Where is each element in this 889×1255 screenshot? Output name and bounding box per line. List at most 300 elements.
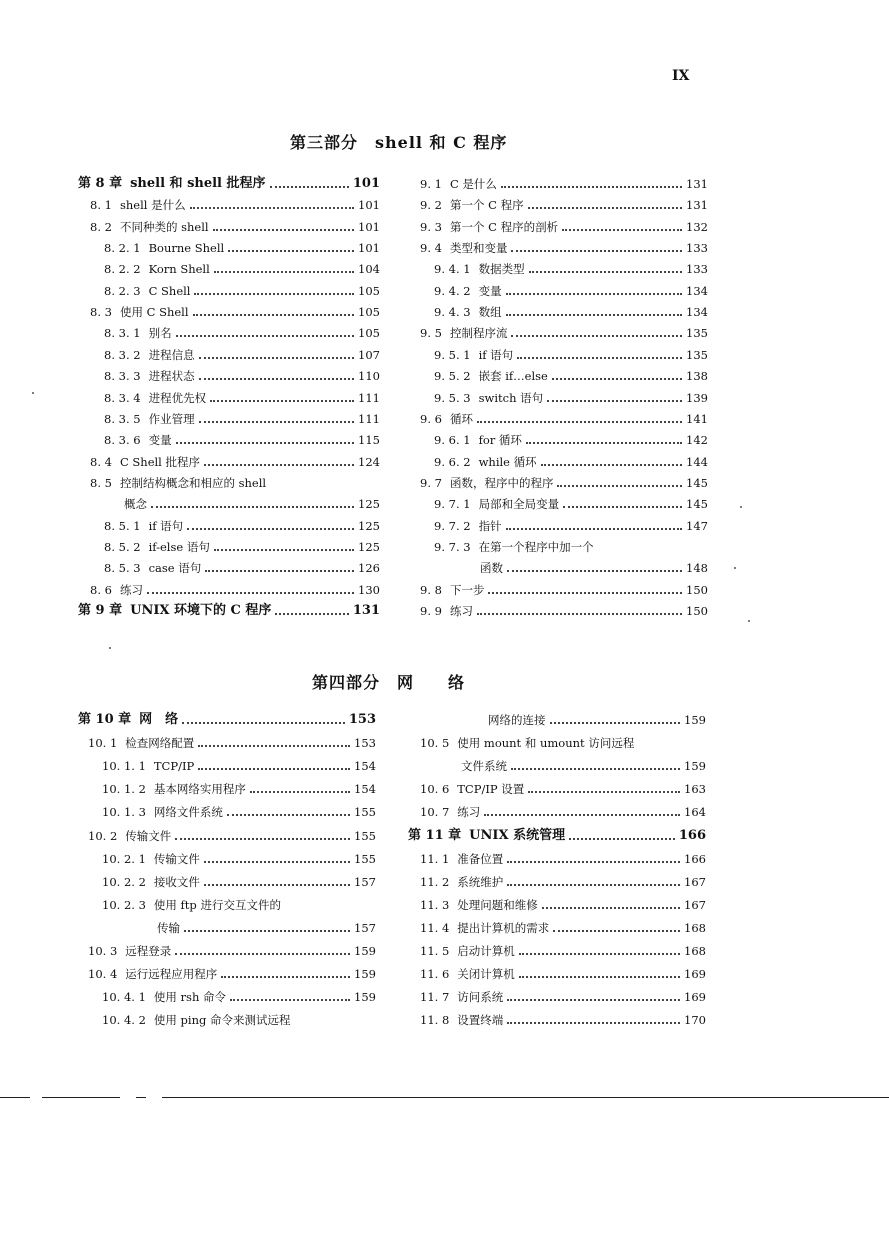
toc-leader-dots (151, 506, 354, 508)
toc-chapter-entry (78, 604, 380, 618)
toc-entry-title: 设置终端 (457, 1013, 504, 1028)
toc-entry-number: 10. 2. 3 (102, 897, 146, 912)
toc-entry-title: 系统维护 (457, 874, 504, 889)
toc-entry-number: 11. 5 (420, 944, 450, 958)
toc-entry (90, 305, 380, 319)
toc-entry-page: 133 (686, 241, 708, 256)
toc-entry-page: 145 (686, 497, 708, 512)
toc-entry-page: 141 (686, 411, 708, 426)
toc-entry-number: 9. 7. 2 (434, 518, 471, 533)
toc-entry-number: 9. 7. 1 (434, 497, 471, 512)
toc-entry (434, 519, 708, 533)
toc-entry-number: 10. 4 (88, 967, 118, 982)
toc-entry-number: 9. 7. 3 (434, 539, 471, 554)
toc-entry (104, 540, 380, 554)
page-number: IX (672, 68, 690, 84)
part4-title: 第四部分 网 络 (312, 673, 466, 692)
toc-entry-title: 数据类型 (478, 262, 525, 277)
toc-entry (102, 875, 376, 889)
toc-entry-number: 11. 1 (420, 851, 450, 866)
toc-leader-dots (199, 357, 354, 359)
toc-entry-number: 9. 7 (420, 475, 442, 490)
toc-entry-title: 启动计算机 (457, 944, 515, 958)
toc-leader-dots (176, 335, 354, 337)
toc-entry-number: 10. 4. 1 (102, 990, 146, 1005)
toc-entry (434, 284, 708, 298)
toc-entry-page: 167 (684, 897, 706, 912)
toc-entry-number: 8. 4 (90, 454, 112, 469)
toc-entry-number: 9. 5. 3 (434, 390, 471, 405)
toc-leader-dots (507, 884, 680, 886)
toc-entry-page: 111 (358, 390, 380, 405)
bottom-rule-4 (162, 1097, 889, 1098)
toc-entry-page: 150 (686, 604, 708, 618)
toc-entry (88, 736, 376, 750)
toc-entry-number: 9. 4 (420, 241, 442, 256)
toc-entry-page: 155 (354, 828, 376, 843)
toc-entry-number: 8. 5. 3 (104, 561, 141, 576)
toc-entry (420, 990, 706, 1004)
toc-entry-title: 指针 (478, 518, 502, 533)
toc-entry-title: 数组 (478, 305, 502, 320)
toc-leader-dots (506, 528, 682, 530)
toc-leader-dots (204, 464, 354, 466)
toc-entry-number: 9. 1 (420, 177, 442, 191)
toc-entry-number: 9. 6. 1 (434, 433, 471, 448)
toc-entry-number: 11. 8 (420, 1013, 450, 1028)
toc-entry-page: 131 (686, 198, 708, 213)
toc-entry-number: 9. 5 (420, 326, 442, 341)
toc-entry-title: 局部和全局变量 (478, 497, 560, 512)
toc-entry-title: 远程登录 (125, 944, 172, 958)
toc-entry-title: 使用 C Shell (119, 305, 189, 320)
toc-entry-number: 10. 1 (88, 736, 118, 751)
scan-speck (734, 567, 736, 569)
toc-entry-title: 控制程序流 (449, 326, 508, 341)
toc-entry-page: 157 (354, 874, 376, 889)
toc-leader-dots (526, 442, 682, 444)
toc-entry-page: 105 (358, 283, 380, 298)
toc-entry (434, 391, 708, 405)
toc-entry-number: 第 9 章 (78, 603, 123, 618)
toc-entry-page: 167 (684, 874, 706, 889)
toc-entry (104, 262, 380, 276)
toc-entry-number: 11. 3 (420, 897, 450, 912)
toc-leader-dots (214, 549, 354, 551)
toc-entry-number: 8. 3. 3 (104, 369, 141, 384)
toc-entry-number: 11. 6 (420, 967, 450, 982)
toc-entry-title: 练习 (449, 604, 473, 618)
toc-entry-title: 作业管理 (148, 411, 195, 426)
toc-entry-title: 进程信息 (148, 347, 195, 362)
toc-entry-title: 在第一个程序中加一个 (478, 539, 594, 554)
toc-entry-page: 132 (686, 219, 708, 234)
toc-entry (434, 369, 708, 383)
toc-entry-page: 134 (686, 283, 708, 298)
toc-entry-page: 168 (684, 920, 706, 935)
toc-entry-page: 130 (358, 582, 380, 597)
toc-leader-dots (557, 485, 682, 487)
toc-entry (420, 241, 708, 255)
bottom-rule-2 (42, 1097, 120, 1098)
toc-leader-dots (529, 271, 682, 273)
toc-entry (104, 284, 380, 298)
toc-entry (420, 412, 708, 426)
toc-entry-page: 163 (684, 782, 706, 797)
toc-entry-page: 125 (358, 539, 380, 554)
toc-entry (420, 898, 706, 912)
toc-entry (88, 829, 376, 843)
toc-entry-title: 接收文件 (153, 874, 200, 889)
toc-entry-page: 126 (358, 561, 380, 576)
toc-leader-dots (204, 861, 350, 863)
toc-entry-page: 125 (358, 497, 380, 512)
toc-entry (420, 736, 706, 750)
toc-leader-dots (569, 838, 675, 840)
toc-entry-number: 9. 5. 1 (434, 347, 471, 362)
toc-entry-title: 网 络 (139, 712, 179, 727)
toc-entry-title: 类型和变量 (449, 241, 508, 256)
toc-leader-dots (562, 229, 682, 231)
toc-leader-dots (198, 768, 350, 770)
toc-entry-number: 9. 6 (420, 411, 442, 426)
toc-entry (90, 220, 380, 234)
toc-entry-number: 9. 4. 1 (434, 262, 471, 277)
toc-leader-dots (553, 930, 680, 932)
toc-entry-number: 10. 7 (420, 805, 450, 820)
toc-leader-dots (550, 722, 681, 724)
toc-entry-page: 133 (686, 262, 708, 277)
toc-entry-number: 10. 4. 2 (102, 1013, 146, 1028)
toc-entry-title: 下一步 (449, 582, 485, 597)
toc-entry-number: 8. 1 (90, 198, 112, 213)
toc-entry-title: 函数，程序中的程序 (449, 475, 554, 490)
toc-entry-number: 9. 3 (420, 219, 442, 234)
toc-entry (420, 177, 708, 191)
toc-entry-number: 第 11 章 (408, 827, 462, 843)
toc-leader-dots (228, 250, 354, 252)
toc-leader-dots (227, 814, 350, 816)
toc-entry-page: 115 (358, 433, 380, 448)
toc-entry-title: TCP/IP 设置 (457, 782, 525, 797)
toc-leader-dots (193, 314, 355, 316)
toc-entry-number: 9. 2 (420, 198, 442, 213)
toc-entry (102, 990, 376, 1004)
toc-entry-page: 147 (686, 518, 708, 533)
toc-entry-page: 159 (684, 713, 706, 727)
toc-entry (420, 852, 706, 866)
toc-entry (461, 759, 706, 773)
toc-entry-title: 关闭计算机 (457, 967, 515, 982)
toc-leader-dots (477, 421, 682, 423)
toc-entry-page: 144 (686, 454, 708, 469)
toc-entry-number: 10. 1. 2 (102, 782, 146, 797)
toc-leader-dots (507, 999, 680, 1001)
toc-entry (157, 921, 376, 935)
toc-entry-page: 105 (358, 326, 380, 341)
toc-entry-page: 159 (684, 759, 706, 774)
toc-entry (420, 326, 708, 340)
toc-leader-dots (214, 271, 354, 273)
toc-leader-dots (501, 186, 682, 188)
toc-entry (434, 262, 708, 276)
toc-entry (420, 583, 708, 597)
toc-entry-page: 139 (686, 390, 708, 405)
toc-entry-title: 进程优先权 (148, 390, 207, 405)
toc-leader-dots (519, 953, 680, 955)
toc-leader-dots (507, 570, 682, 572)
toc-entry-title: 传输文件 (125, 828, 172, 843)
toc-entry-page: 155 (354, 851, 376, 866)
toc-leader-dots (175, 838, 350, 840)
toc-entry (124, 497, 380, 511)
toc-entry-title: 练习 (119, 582, 143, 597)
toc-entry-number: 9. 4. 3 (434, 305, 471, 320)
toc-entry (104, 519, 380, 533)
toc-entry (434, 497, 708, 511)
toc-entry-title: 准备位置 (457, 851, 504, 866)
toc-entry (90, 476, 380, 490)
toc-entry-number: 10. 2. 2 (102, 874, 146, 889)
toc-entry-page: 111 (358, 411, 380, 426)
toc-leader-dots (511, 768, 680, 770)
toc-leader-dots (199, 378, 354, 380)
toc-entry-title: 文件系统 (461, 759, 507, 774)
toc-entry-page: 148 (686, 561, 708, 576)
toc-entry-title: C Shell (148, 283, 191, 298)
toc-entry (488, 713, 706, 727)
toc-entry-number: 9. 8 (420, 582, 442, 597)
toc-entry-title: for 循环 (478, 433, 522, 448)
toc-entry (434, 455, 708, 469)
toc-entry (102, 852, 376, 866)
toc-entry (102, 1013, 376, 1027)
toc-leader-dots (517, 357, 682, 359)
toc-entry-number: 8. 2. 2 (104, 262, 141, 277)
toc-entry-number: 8. 3. 1 (104, 326, 141, 341)
toc-entry-number: 8. 3 (90, 305, 112, 320)
toc-entry-title: TCP/IP (153, 759, 195, 774)
toc-entry (420, 1013, 706, 1027)
scan-speck (740, 506, 742, 508)
toc-entry-page: 101 (358, 219, 380, 234)
toc-entry-title: 别名 (148, 326, 172, 341)
bottom-rule-1 (0, 1097, 30, 1098)
scan-speck (748, 620, 750, 622)
toc-entry (88, 967, 376, 981)
toc-leader-dots (184, 930, 350, 932)
toc-entry (90, 198, 380, 212)
toc-leader-dots (563, 506, 682, 508)
toc-entry-title: while 循环 (478, 454, 537, 469)
toc-entry-title: 使用 mount 和 umount 访问远程 (457, 736, 635, 751)
toc-entry-number: 11. 2 (420, 874, 450, 889)
toc-entry (420, 967, 706, 981)
toc-leader-dots (221, 976, 350, 978)
toc-leader-dots (204, 884, 350, 886)
toc-leader-dots (187, 528, 354, 530)
toc-leader-dots (541, 464, 682, 466)
toc-leader-dots (552, 378, 682, 380)
toc-leader-dots (511, 335, 682, 337)
toc-entry-page: 105 (358, 305, 380, 320)
toc-leader-dots (175, 953, 350, 955)
toc-entry-page: 145 (686, 475, 708, 490)
toc-entry-title: 进程状态 (148, 369, 195, 384)
toc-entry-number: 10. 5 (420, 736, 450, 751)
toc-entry-title: 第一个 C 程序 (449, 198, 524, 213)
toc-entry-page: 155 (354, 805, 376, 820)
toc-entry-title: 函数 (480, 561, 503, 576)
toc-entry (104, 348, 380, 362)
toc-leader-dots (547, 400, 682, 402)
toc-entry-number: 第 10 章 (78, 712, 132, 727)
toc-entry-number: 10. 3 (88, 944, 118, 958)
toc-entry (104, 433, 380, 447)
toc-entry-page: 168 (684, 944, 706, 958)
toc-entry-page: 150 (686, 582, 708, 597)
toc-entry-title: 变量 (148, 433, 172, 448)
toc-entry-title: 传输 (157, 920, 180, 935)
toc-leader-dots (511, 250, 682, 252)
toc-entry-page: 107 (358, 347, 380, 362)
toc-entry-title: 基本网络实用程序 (153, 782, 246, 797)
toc-leader-dots (477, 613, 682, 615)
toc-entry-title: Bourne Shell (148, 241, 225, 256)
toc-entry-page: 164 (684, 805, 706, 820)
toc-entry-page: 154 (354, 782, 376, 797)
toc-entry-number: 10. 2. 1 (102, 851, 146, 866)
toc-entry-number: 第 8 章 (78, 176, 123, 191)
toc-leader-dots (205, 570, 354, 572)
toc-entry-number: 9. 4. 2 (434, 283, 471, 298)
toc-entry-page: 159 (354, 967, 376, 982)
toc-leader-dots (270, 186, 349, 188)
toc-entry-title: C 是什么 (449, 177, 497, 191)
toc-entry-title: 使用 ftp 进行交互文件的 (153, 897, 281, 912)
toc-entry-page: 101 (352, 176, 380, 191)
toc-entry-page: 110 (358, 369, 380, 384)
toc-entry-title: 嵌套 if…else (478, 369, 548, 384)
toc-entry-number: 10. 1. 1 (102, 759, 146, 774)
toc-entry-title: 访问系统 (457, 990, 504, 1005)
toc-entry-title: if 语句 (148, 518, 184, 533)
toc-entry-title: if-else 语句 (148, 539, 210, 554)
toc-entry-title: 使用 ping 命令来测试远程 (153, 1013, 291, 1028)
toc-entry-page: 153 (348, 712, 376, 727)
toc-entry (434, 348, 708, 362)
toc-entry-page: 104 (358, 262, 380, 277)
toc-entry-number: 11. 7 (420, 990, 450, 1005)
toc-leader-dots (507, 1022, 680, 1024)
toc-leader-dots (528, 791, 680, 793)
toc-leader-dots (176, 442, 354, 444)
scan-speck (32, 392, 34, 394)
toc-leader-dots (194, 293, 354, 295)
toc-entry-number: 8. 3. 6 (104, 433, 141, 448)
toc-entry-title: 控制结构概念和相应的 shell (119, 475, 267, 490)
toc-entry-page: 159 (354, 944, 376, 958)
toc-entry (102, 782, 376, 796)
toc-entry (102, 805, 376, 819)
toc-entry-page: 101 (358, 241, 380, 256)
toc-entry-number: 9. 6. 2 (434, 454, 471, 469)
toc-entry-title: shell 和 shell 批程序 (130, 176, 266, 191)
toc-leader-dots (519, 976, 680, 978)
toc-entry (102, 898, 376, 912)
toc-entry-number: 8. 6 (90, 582, 112, 597)
toc-leader-dots (147, 592, 354, 594)
toc-entry-page: 101 (358, 198, 380, 213)
toc-entry (104, 326, 380, 340)
toc-entry-title: 运行远程应用程序 (125, 967, 218, 982)
part3-title: 第三部分 shell 和 C 程序 (290, 133, 508, 152)
toc-entry-page: 153 (354, 736, 376, 751)
toc-entry (420, 220, 708, 234)
toc-entry-page: 154 (354, 759, 376, 774)
toc-entry (104, 561, 380, 575)
toc-entry-page: 159 (354, 990, 376, 1005)
toc-entry-number: 8. 3. 4 (104, 390, 141, 405)
toc-entry-title: if 语句 (478, 347, 514, 362)
toc-entry (420, 944, 706, 958)
toc-leader-dots (213, 229, 354, 231)
toc-entry-title: 传输文件 (153, 851, 200, 866)
toc-entry-page: 166 (684, 851, 706, 866)
toc-entry-number: 9. 9 (420, 604, 442, 618)
toc-entry-number: 10. 6 (420, 782, 450, 797)
toc-entry-title: 使用 rsh 命令 (153, 990, 227, 1005)
toc-entry-title: 检查网络配置 (125, 736, 195, 751)
toc-entry-page: 135 (686, 347, 708, 362)
toc-entry-number: 9. 5. 2 (434, 369, 471, 384)
toc-entry-page: 131 (352, 603, 380, 618)
toc-entry-page: 157 (354, 920, 376, 935)
toc-entry (420, 875, 706, 889)
toc-leader-dots (198, 745, 350, 747)
toc-entry (104, 241, 380, 255)
toc-entry-page: 142 (686, 433, 708, 448)
toc-entry-title: case 语句 (148, 561, 202, 576)
toc-leader-dots (506, 314, 682, 316)
toc-entry-number: 10. 2 (88, 828, 118, 843)
toc-entry (420, 921, 706, 935)
toc-entry-title: Korn Shell (148, 262, 210, 277)
toc-chapter-entry (78, 177, 380, 191)
toc-entry (420, 782, 706, 796)
toc-leader-dots (190, 207, 354, 209)
toc-entry (434, 305, 708, 319)
toc-leader-dots (528, 207, 682, 209)
toc-entry-title: 变量 (478, 283, 502, 298)
toc-entry-title: 概念 (124, 497, 147, 512)
toc-entry-title: 不同种类的 shell (119, 219, 209, 234)
toc-entry-page: 169 (684, 967, 706, 982)
toc-entry-page: 138 (686, 369, 708, 384)
toc-leader-dots (230, 999, 350, 1001)
toc-entry-title: C Shell 批程序 (119, 454, 201, 469)
toc-entry (90, 583, 380, 597)
toc-entry (480, 561, 708, 575)
toc-entry-title: 第一个 C 程序的剖析 (449, 219, 559, 234)
toc-entry-page: 169 (684, 990, 706, 1005)
toc-entry-page: 134 (686, 305, 708, 320)
toc-entry-number: 8. 5 (90, 475, 112, 490)
toc-entry-number: 10. 1. 3 (102, 805, 146, 820)
toc-entry-number: 11. 4 (420, 920, 450, 935)
toc-leader-dots (484, 814, 680, 816)
toc-leader-dots (507, 861, 680, 863)
